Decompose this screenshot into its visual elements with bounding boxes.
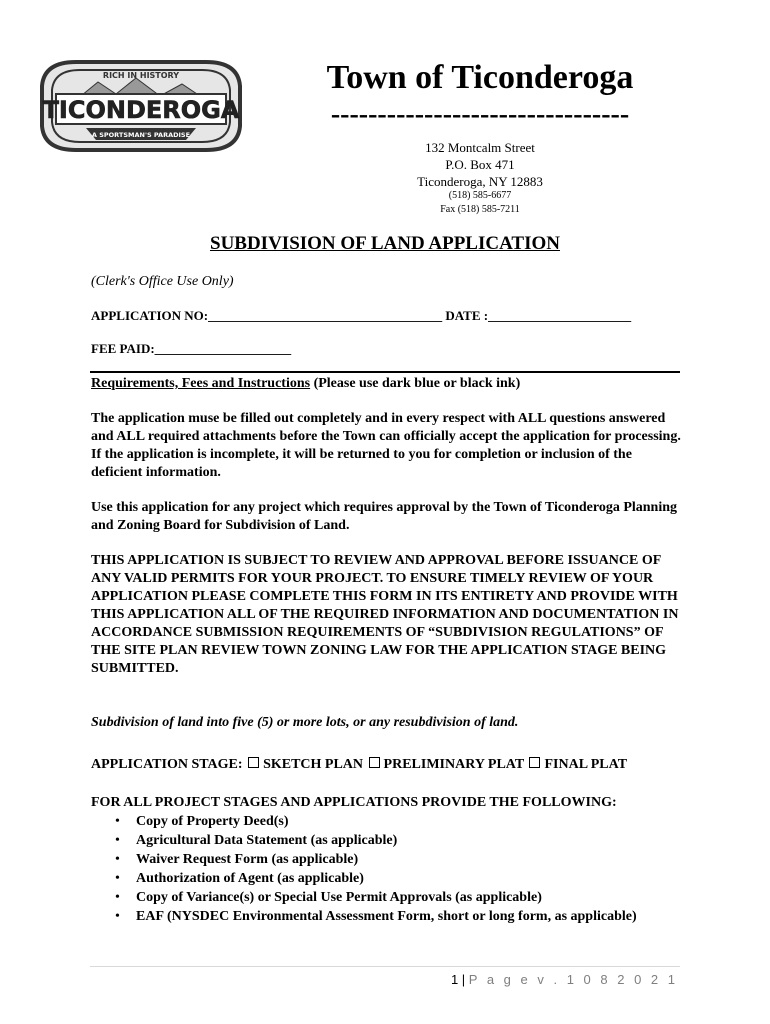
address-phone: (518) 585-6677 (448, 190, 512, 201)
sketch-plan-checkbox[interactable] (248, 757, 259, 768)
list-item (91, 888, 691, 907)
list-item (91, 850, 691, 869)
completion-paragraph: The application muse be filled out completely and in every respect with ALL questions answered and ALL required attachments before the Town can officially accept the application for processing. If the application is incomplete, it will be returned to you for completion or inclusion of the deficient information. (91, 411, 681, 480)
clerk-note: (Clerk's Office Use Only) (91, 274, 234, 289)
bullet-icon: • (115, 833, 120, 848)
sketch-plan-label: SKETCH PLAN (263, 757, 364, 772)
preliminary-plat-checkbox[interactable] (369, 757, 380, 768)
page-number: 1 (450, 972, 459, 987)
application-no-field[interactable]: APPLICATION NO:____________________________________ DATE :______________________ (91, 308, 632, 323)
address-street: 132 Montcalm Street (425, 140, 535, 155)
final-plat-label: FINAL PLAT (544, 757, 628, 772)
list-item-label: Agricultural Data Statement (as applicable) (136, 833, 398, 848)
title-separator: -------------------------------- (330, 100, 630, 130)
list-item-label: Copy of Property Deed(s) (136, 814, 289, 829)
review-paragraph: THIS APPLICATION IS SUBJECT TO REVIEW AND APPROVAL BEFORE ISSUANCE OF ANY VALID PERMITS FOR YOUR PROJECT. TO ENSURE TIMELY REVIEW OF YOUR APPLICATION PLEASE COMPLETE THIS FORM IN ITS ENTIRETY AND PROVIDE WITH THIS APPLICATION ALL OF THE REQUIRED INFORMATION AND DOCUMENTATION IN ACCORDANCE SUBMISSION REQUIREMENTS OF “SUBDIVISION REGULATIONS” OF THE SITE PLAN REVIEW TOWN ZONING LAW FOR THE APPLICATION STAGE BEING SUBMITTED. (91, 553, 679, 676)
footer-separator: | (458, 972, 469, 987)
town-title: Town of Ticonderoga (326, 59, 634, 96)
list-item (91, 907, 691, 926)
bullet-icon: • (115, 814, 120, 829)
address-po-box: P.O. Box 471 (445, 157, 515, 172)
usage-paragraph: Use this application for any project which requires approval by the Town of Ticonderoga Planning and Zoning Board for Subdivision of Land. (91, 500, 678, 533)
footer-divider (90, 966, 680, 967)
list-item-label: EAF (NYSDEC Environmental Assessment Form, short or long form, as applicable) (136, 909, 637, 924)
requirements-heading-line (91, 375, 691, 393)
bullet-icon: • (115, 871, 120, 886)
required-documents-list (91, 812, 691, 926)
fee-paid-field[interactable]: FEE PAID:_____________________ (91, 341, 292, 356)
list-item (91, 869, 691, 888)
logo-top-text: RICH IN HISTORY (102, 71, 180, 80)
page-version: P a g e v . 1 0 8 2 0 2 1 (468, 972, 678, 987)
bullet-icon: • (115, 909, 120, 924)
subdivision-definition: Subdivision of land into five (5) or more lots, or any resubdivision of land. (91, 715, 519, 730)
final-plat-checkbox[interactable] (529, 757, 540, 768)
ticonderoga-logo (36, 56, 246, 156)
all-stages-heading: FOR ALL PROJECT STAGES AND APPLICATIONS PROVIDE THE FOLLOWING: (91, 795, 617, 810)
address-fax: Fax (518) 585-7211 (440, 204, 520, 215)
requirements-heading: Requirements, Fees and Instructions (91, 376, 311, 391)
bullet-icon: • (115, 852, 120, 867)
page-footer (400, 972, 678, 987)
form-title: SUBDIVISION OF LAND APPLICATION (210, 233, 560, 254)
list-item-label: Authorization of Agent (as applicable) (136, 871, 364, 886)
application-stage-row (91, 756, 691, 774)
list-item-label: Copy of Variance(s) or Special Use Permit Approvals (as applicable) (136, 890, 542, 905)
list-item-label: Waiver Request Form (as applicable) (136, 852, 359, 867)
list-item (91, 812, 691, 831)
section-divider (90, 371, 680, 373)
preliminary-plat-label: PRELIMINARY PLAT (383, 757, 524, 772)
logo-bottom-text: A SPORTSMAN'S PARADISE (91, 131, 191, 139)
list-item (91, 831, 691, 850)
ink-note: (Please use dark blue or black ink) (310, 376, 521, 391)
address-city: Ticonderoga, NY 12883 (417, 174, 543, 189)
logo-main-text: TICONDEROGA (42, 96, 240, 124)
application-stage-label: APPLICATION STAGE: (91, 757, 243, 772)
bullet-icon: • (115, 890, 120, 905)
